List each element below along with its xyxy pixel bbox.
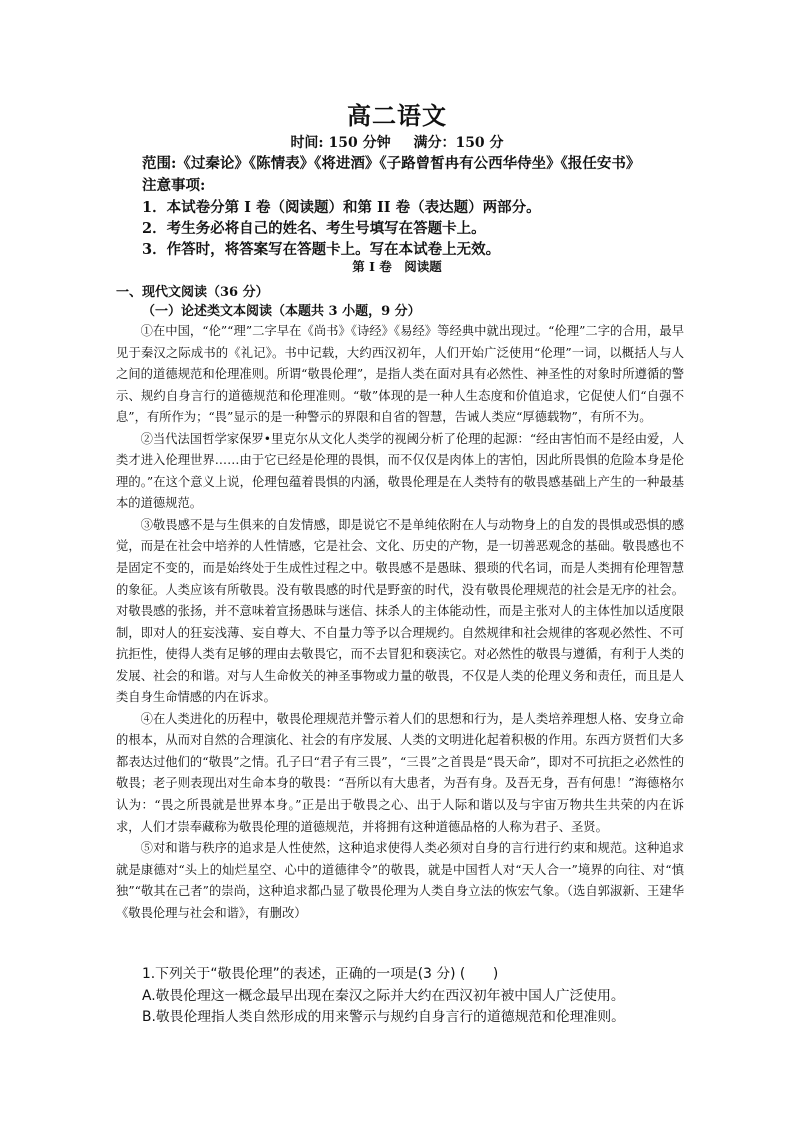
notes-title: 注意事项: [142, 177, 206, 194]
exam-time: 时间: 150 分钟 [290, 135, 391, 151]
question-option: A.敬畏伦理这一概念最早出现在秦汉之际并大约在西汉初年被中国人广泛使用。 [142, 988, 625, 1004]
sub-heading: （一）论述类文本阅读（本题共 3 小题，9 分） [142, 304, 421, 319]
passage-paragraph: ④在人类进化的历程中，敬畏伦理规范并警示着人们的思想和行为，是人类培养理想人格、安身立命的根本，从而对自然的合理演化、社会的有序发展、人类的文明进化起着积极的作用。东西方贤哲们大多都表达过他们的“敬畏”之情。孔子曰“君子有三畏”，“三畏”之首畏是“畏天命”，即对不可抗拒之必然性的敬畏；老子则表现出对生命本身的敬畏：“吾所以有大患者，为吾有身。及吾无身，吾有何患！”海德格尔认为：“畏之所畏就是世界本身。”正是出于敬畏之心、出于人际和谐以及与宇宙万物共生共荣的内在诉求，人们才崇奉藏称为敬畏伦理的道德规范，并将拥有这种道德品格的人称为君子、圣贤。 [116, 711, 684, 834]
passage-paragraph: ⑤对和谐与秩序的追求是人性使然，这种追求使得人类必须对自身的言行进行约束和规范。这种追求就是康德对“头上的灿烂星空、心中的道德律令”的敬畏，就是中国哲人对“天人合一”境界的向往、对“慎独”“敬其在己者”的崇尚，这种追求都凸显了敬畏伦理为人类自身立法的恢宏气象。（选自郭淑新、王建华《敬畏伦理与社会和谐》，有删改） [116, 841, 684, 920]
section-title: 第 I 卷 阅读题 [352, 259, 442, 274]
note-item: 1．本试卷分第 I 卷（阅读题）和第 II 卷（表达题）两部分。 [142, 199, 541, 216]
note-item: 2．考生务必将自己的姓名、考生号填写在答题卡上。 [142, 220, 486, 237]
passage-paragraph: ③敬畏感不是与生俱来的自发情感，即是说它不是单纯依附在人与动物身上的自发的畏惧或恐惧的感觉，而是在社会中培养的人性情感，它是社会、文化、历史的产物，是一切善恶观念的基础。敬畏感也不是固定不变的，而是始终处于生成性过程之中。敬畏感不是愚昧、猥琐的代名词，而是人类拥有伦理智慧的象征。人类应该有所敬畏。没有敬畏感的时代是野蛮的时代，没有敬畏伦理规范的社会是无序的社会。对敬畏感的张扬，并不意味着宣扬愚昧与迷信、抹杀人的主体能动性，而是主张对人的主体性加以适度限制，即对人的狂妄浅薄、妄自尊大、不自量力等予以合理规约。自然规律和社会规律的客观必然性、不可抗拒性，使得人类有足够的理由去敬畏它，而不去冒犯和亵渎它。对必然性的敬畏与遵循，有利于人类的发展、社会的和谐。对与人生命攸关的神圣事物或力量的敬畏，不仅是人类的伦理义务和责任，而且是人类自身生命情感的内在诉求。 [116, 517, 684, 705]
reading-passage [116, 321, 684, 924]
exam-meta [0, 132, 794, 152]
exam-score: 满分：150 分 [413, 135, 504, 151]
page-title: 高二语文 [347, 101, 447, 130]
question-option: B.敬畏伦理指人类自然形成的用来警示与规约自身言行的道德规范和伦理准则。 [142, 1009, 625, 1025]
question-stem: 1.下列关于“敬畏伦理”的表述，正确的一项是(3 分) ( ) [142, 966, 499, 982]
exam-scope: 范围:《过秦论》《陈情表》《将进酒》《子路曾皙冉有公西华侍坐》《报任安书》 [142, 155, 641, 172]
note-item: 3．作答时，将答案写在答题卡上。写在本试卷上无效。 [142, 241, 501, 258]
passage-paragraph: ②当代法国哲学家保罗•里克尔从文化人类学的视阈分析了伦理的起源：“经由害怕而不是经由爱，人类才进入伦理世界……由于它已经是伦理的畏惧，而不仅仅是肉体上的害怕，因此所畏惧的危险本身是伦理的。”在这个意义上说，伦理包蕴着畏惧的内涵，敬畏伦理是在人类特有的敬畏感基础上产生的一种最基本的道德规范。 [116, 431, 684, 511]
part-heading: 一、现代文阅读（36 分） [116, 285, 269, 300]
passage-paragraph: ①在中国，“伦”“理”二字早在《尚书》《诗经》《易经》等经典中就出现过。“伦理”二字的合用，最早见于秦汉之际成书的《礼记》。书中记载，大约西汉初年，人们开始广泛使用“伦理”一词，以概括人与人之间的道德规范和伦理准则。所谓“敬畏伦理”，是指人类在面对具有必然性、神圣性的对象时所遵循的警示、规约自身言行的道德规范和伦理准则。“敬”体现的是一种人生态度和价值追求，它促使人们“自强不息”，有所作为；“畏”显示的是一种警示的界限和自省的智慧，告诫人类应“厚德载物”，有所不为。 [116, 324, 684, 425]
